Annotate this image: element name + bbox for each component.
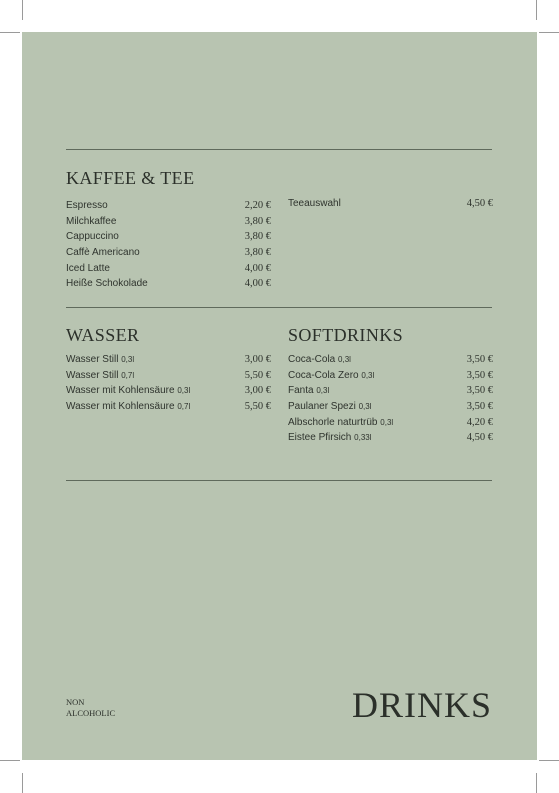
item-price: 3,00 € [244,354,271,365]
divider [66,149,492,150]
list-item [66,401,271,417]
footer-line-2: ALCOHOLIC [66,708,116,718]
item-size: 0,3l [121,355,135,364]
crop-mark [539,32,559,33]
item-price: 3,50 € [466,385,493,397]
footer-tagline [66,697,115,719]
list-item [288,370,493,386]
item-name: Wasser mit Kohlensäure 0,7l [66,401,191,413]
item-name: Albschorle naturtrüb 0,3l [288,416,394,428]
item-size: 0,3l [177,386,191,396]
item-price: 4,20 € [466,416,493,428]
section-title-wasser: WASSER [66,325,140,345]
item-price: 4,00 € [244,278,271,290]
item-size: 0,3l [338,355,351,364]
item-name: Coca-Cola 0,3l [288,354,351,365]
item-name: Fanta 0,3l [288,385,330,397]
item-price: 3,00 € [244,385,271,397]
crop-mark [0,760,20,761]
list-item [288,401,493,417]
section-title-softdrinks: SOFTDRINKS [288,325,404,345]
footer-line-1: NON [66,697,85,707]
item-size: 0,3l [380,417,394,427]
item-name: Milchkaffee [66,215,117,227]
list-item [66,247,271,263]
item-price: 3,50 € [466,369,493,381]
item-name: Paulaner Spezi 0,3l [288,401,372,413]
item-size: 0,7l [121,370,135,380]
item-size: 0,33l [354,433,372,443]
item-name: Cappuccino [66,231,119,243]
item-price: 2,20 € [244,200,271,211]
item-price: 5,50 € [244,369,271,381]
brand-title: DRINKS [351,685,492,725]
list-item [66,231,271,247]
item-name: Teeauswahl [288,198,341,209]
divider [66,480,492,481]
list-item [66,216,271,232]
item-name: Caffè Americano [66,247,140,259]
crop-mark [0,32,20,33]
item-name: Wasser mit Kohlensäure 0,3l [66,385,191,397]
item-price: 5,50 € [244,401,271,413]
item-price: 3,50 € [466,354,493,365]
item-size: 0,3l [361,370,375,380]
list-item [288,198,493,214]
menu-sheet [22,32,537,760]
list-item [66,278,271,294]
item-size: 0,3l [316,386,330,396]
item-name: Coca-Cola Zero 0,3l [288,369,375,381]
crop-mark [536,0,537,20]
wasser-list [66,354,271,417]
kaffee-list [66,200,271,294]
item-size: 0,3l [358,402,372,412]
item-price: 4,50 € [466,432,493,444]
section-title-kaffee: KAFFEE & TEE [66,168,195,188]
item-name: Espresso [66,200,108,211]
list-item [288,417,493,433]
item-name: Heiße Schokolade [66,278,148,290]
crop-mark [22,0,23,20]
tee-list [288,198,493,214]
item-price: 4,50 € [466,198,493,209]
list-item [66,370,271,386]
item-size: 0,7l [177,402,191,412]
item-name: Eistee Pfirsich 0,33l [288,432,372,444]
item-name: Wasser Still 0,3l [66,354,135,365]
list-item [66,354,271,370]
item-price: 3,80 € [244,247,271,259]
list-item [66,263,271,279]
list-item [288,385,493,401]
list-item [66,385,271,401]
item-name: Iced Latte [66,262,110,274]
crop-mark [536,773,537,793]
crop-mark [539,760,559,761]
item-price: 4,00 € [244,262,271,274]
list-item [288,354,493,370]
list-item [66,200,271,216]
item-price: 3,50 € [466,401,493,413]
crop-mark [22,773,23,793]
item-price: 3,80 € [244,215,271,227]
item-name: Wasser Still 0,7l [66,369,135,381]
softdrinks-list [288,354,493,448]
list-item [288,432,493,448]
item-price: 3,80 € [244,231,271,243]
divider [66,307,492,308]
